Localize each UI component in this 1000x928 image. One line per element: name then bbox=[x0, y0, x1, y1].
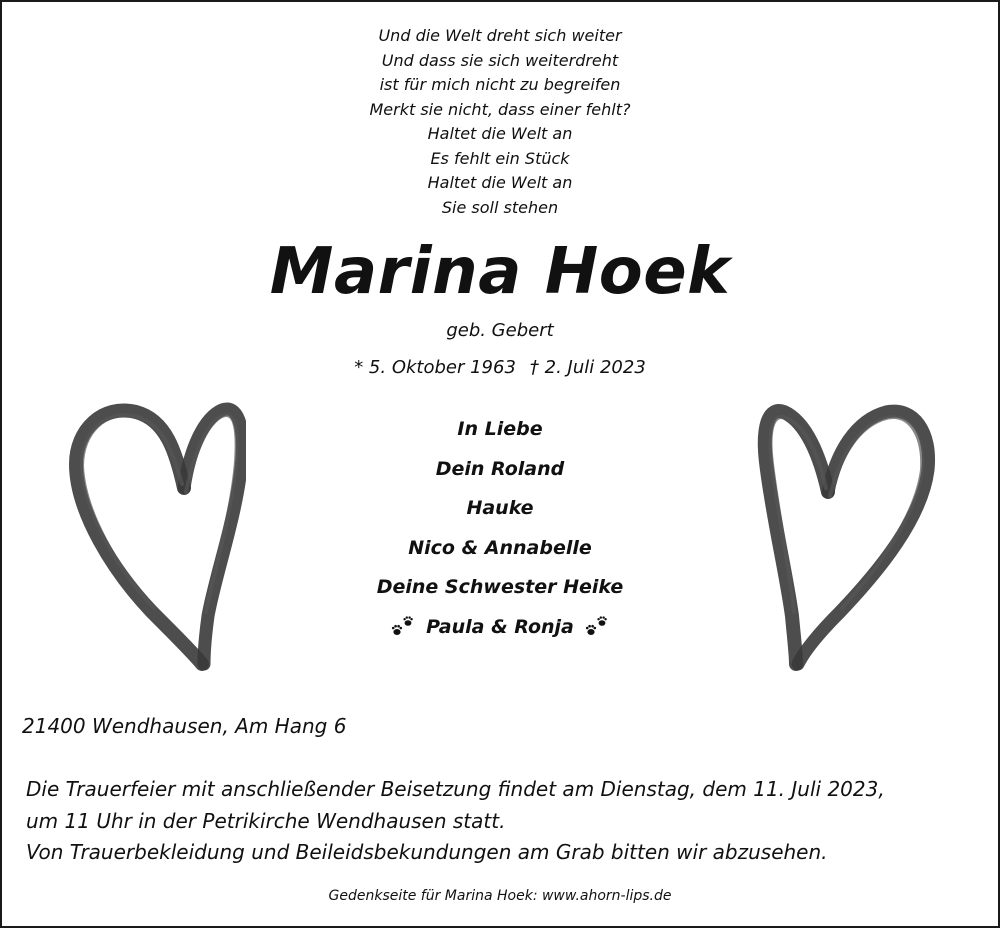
poem-line: Sie soll stehen bbox=[441, 197, 559, 217]
mourner-intro: In Liebe bbox=[457, 418, 543, 440]
poem-line: Und die Welt dreht sich weiter bbox=[378, 26, 622, 45]
paw-print-icon bbox=[584, 614, 610, 640]
deceased-name: Marina Hoek bbox=[269, 235, 731, 309]
poem-line: Und dass sie sich weiterdreht bbox=[381, 50, 619, 70]
poem bbox=[2, 24, 998, 220]
funeral-notice bbox=[26, 774, 885, 869]
poem-line: Haltet die Welt an bbox=[427, 124, 573, 143]
mourner-name: Deine Schwester Heike bbox=[376, 576, 624, 599]
mourners bbox=[2, 412, 998, 650]
family-address: 21400 Wendhausen, Am Hang 6 bbox=[22, 714, 347, 738]
poem-line: Merkt sie nicht, dass einer fehlt? bbox=[369, 99, 631, 119]
life-dates bbox=[2, 355, 998, 381]
mourner-name: Dein Roland bbox=[435, 457, 565, 480]
birth-date: * 5. Oktober 1963 bbox=[354, 357, 516, 378]
notice-line: Von Trauerbekleidung und Beileidsbekundungen am Grab bitten wir abzusehen. bbox=[26, 840, 828, 864]
poem-line: ist für mich nicht zu begreifen bbox=[379, 75, 621, 94]
memorial-page-footer: Gedenkseite für Marina Hoek: www.ahorn-lips.de bbox=[328, 888, 672, 904]
death-date: † 2. Juli 2023 bbox=[529, 357, 646, 378]
mourner-name: Hauke bbox=[466, 497, 534, 520]
notice-line: Die Trauerfeier mit anschließender Beisetzung findet am Dienstag, dem 11. Juli 2023, bbox=[26, 777, 885, 801]
paw-print-icon bbox=[390, 614, 416, 640]
poem-line: Haltet die Welt an bbox=[427, 173, 573, 192]
poem-line: Es fehlt ein Stück bbox=[430, 148, 570, 168]
mourner-name: Nico & Annabelle bbox=[408, 536, 592, 559]
birth-name: geb. Gebert bbox=[446, 320, 554, 341]
notice-line: um 11 Uhr in der Petrikirche Wendhausen statt. bbox=[26, 808, 506, 833]
pets-row bbox=[2, 610, 998, 650]
pets-names: Paula & Ronja bbox=[426, 615, 574, 638]
